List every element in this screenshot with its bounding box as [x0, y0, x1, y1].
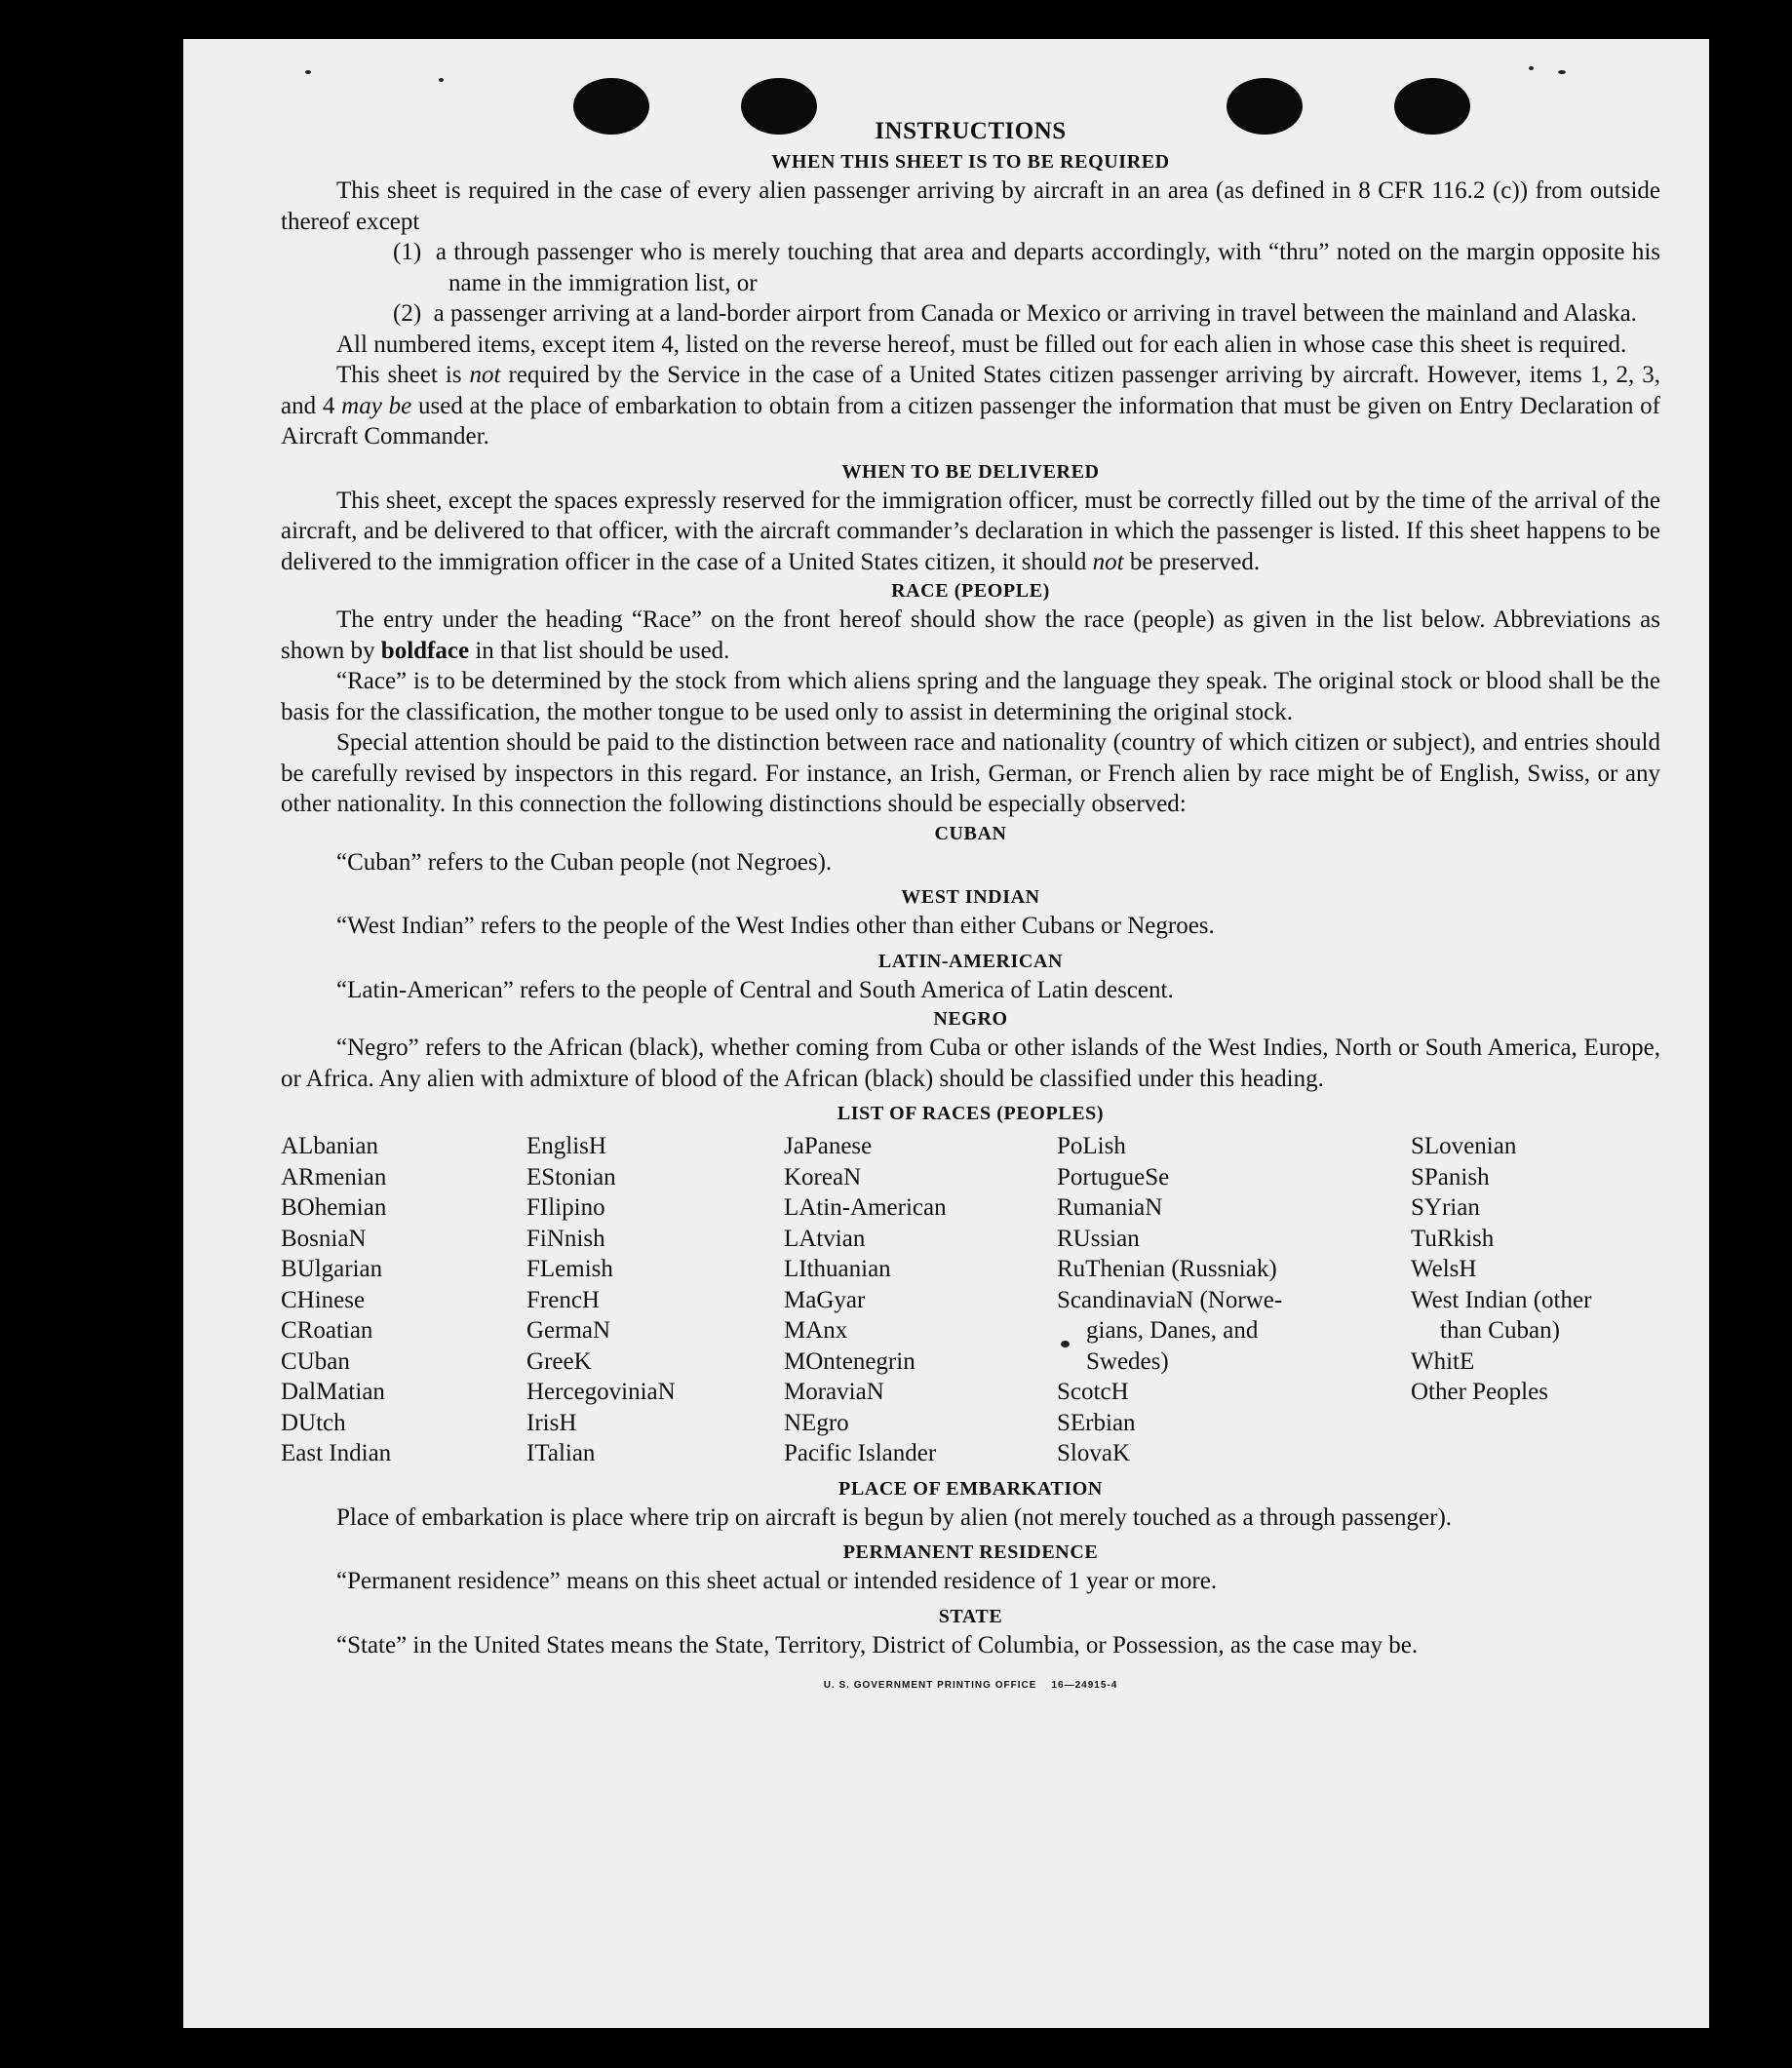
- west-indian-definition: “West Indian” refers to the people of the West Indies other than either Cubans or Negroes.: [336, 913, 1215, 939]
- item-number: (1): [393, 239, 422, 265]
- text-run: used at the place of embarkation to obtain from a citizen passenger the information that must be given on Entry Declaration of Aircraft Commander.: [281, 392, 1660, 449]
- emphasis-text: may be: [341, 392, 412, 419]
- text-run: The entry under the heading “Race” on the front hereof should show the race (people) as given in the list below. Abbreviations as shown by: [281, 606, 1660, 664]
- race-entry: WelsH: [1411, 1256, 1477, 1282]
- race-entry-continuation: gians, Danes, and: [1086, 1317, 1259, 1344]
- race-entry: BOhemian: [281, 1194, 387, 1221]
- ink-speck: [1558, 70, 1566, 74]
- race-entry: SlovaK: [1057, 1440, 1130, 1466]
- ink-speck: [439, 78, 444, 82]
- race-entry: BosniaN: [281, 1225, 367, 1252]
- race-entry: MaGyar: [784, 1286, 866, 1313]
- races-column-5: [1411, 1131, 1660, 1469]
- section-heading-embarkation: PLACE OF EMBARKATION: [838, 1477, 1103, 1500]
- section-heading-latin-american: LATIN-AMERICAN: [877, 950, 1064, 972]
- race-paragraph-2: “Race” is to be determined by the stock from which aliens spring and the language they speak. The original stock or blood shall be the basis for the classification, the mother tongue to be used only to assist in determining the original stock.: [281, 668, 1660, 725]
- item-number: (2): [393, 300, 422, 327]
- required-paragraph-2: All numbered items, except item 4, listed on the reverse hereof, must be filled out for each alien in whose case this sheet is required.: [336, 331, 1627, 358]
- residence-definition: “Permanent residence” means on this sheet actual or intended residence of 1 year or more.: [336, 1568, 1218, 1594]
- race-entry: RUssian: [1057, 1225, 1140, 1252]
- race-entry: West Indian (other: [1411, 1286, 1592, 1313]
- race-entry: Other Peoples: [1411, 1379, 1548, 1405]
- section-heading-delivered: WHEN TO BE DELIVERED: [841, 460, 1100, 483]
- emphasis-text: not: [469, 362, 501, 388]
- race-entry: PortugueSe: [1057, 1163, 1170, 1190]
- race-entry: GreeK: [526, 1347, 592, 1375]
- text-run: This sheet, except the spaces expressly reserved for the immigration officer, must be correctly filled out by the time of the arrival of the aircraft, and be delivered to that officer, with the aircraft commander’s declaration in which the passenger is listed. If this sheet happens to be delivered to the immigration officer in the case of a United States citizen, it should: [281, 487, 1660, 575]
- race-entry: SLovenian: [1411, 1133, 1517, 1159]
- race-entry: LAtvian: [784, 1225, 866, 1252]
- race-entry: LIthuanian: [784, 1256, 891, 1282]
- race-entry: BUlgarian: [281, 1256, 383, 1282]
- item-text: a through passenger who is merely touching that area and departs accordingly, with “thru” noted on the margin opposite his name in the immigration list, or: [435, 239, 1660, 296]
- race-entry: MOntenegrin: [784, 1347, 915, 1375]
- race-entry: ITalian: [526, 1440, 596, 1466]
- race-entry: FiNnish: [526, 1225, 605, 1252]
- race-entry: ARmenian: [281, 1163, 387, 1190]
- section-heading-list-of-races: LIST OF RACES (PEOPLES): [837, 1103, 1105, 1124]
- races-list: [281, 1131, 1660, 1469]
- race-entry: RuThenian (Russniak): [1057, 1256, 1277, 1282]
- races-column-1: [281, 1131, 526, 1469]
- ink-speck: [305, 70, 311, 74]
- race-entry: FrencH: [526, 1286, 600, 1313]
- race-entry: EStonian: [526, 1163, 616, 1190]
- section-heading-permanent-residence: PERMANENT RESIDENCE: [842, 1541, 1099, 1563]
- text-run: This sheet is: [336, 362, 470, 388]
- printer-imprint: U. S. GOVERNMENT PRINTING OFFICE 16—24915-4: [823, 1680, 1118, 1691]
- race-entry: MoraviaN: [784, 1379, 884, 1405]
- race-entry-continuation: than Cuban): [1440, 1317, 1560, 1344]
- race-entry: PoLish: [1057, 1133, 1126, 1159]
- section-heading-race: RACE (PEOPLE): [891, 580, 1050, 602]
- race-entry: FIlipino: [526, 1194, 605, 1221]
- race-entry: RumaniaN: [1057, 1194, 1163, 1221]
- section-heading-cuban: CUBAN: [934, 822, 1007, 844]
- exception-item-2: [281, 298, 1660, 330]
- race-entry: ScotcH: [1057, 1379, 1129, 1405]
- item-text: a passenger arriving at a land-border airport from Canada or Mexico or arriving in travel between the mainland and Alaska.: [433, 300, 1637, 327]
- text-run: be preserved.: [1123, 548, 1261, 575]
- race-entry: SErbian: [1057, 1409, 1136, 1436]
- race-paragraph-3: Special attention should be paid to the distinction between race and nationality (country of which citizen or subject), and entries should be carefully revised by inspectors in this regard. For instance, an Irish, German, or French alien by race might be of English, Swiss, or any other nationality. In this connection the following distinctions should be especially observed:: [281, 729, 1660, 817]
- embarkation-definition: Place of embarkation is place where trip on aircraft is begun by alien (not merely touched as a through passenger).: [336, 1503, 1453, 1531]
- race-entry: ALbanian: [281, 1133, 378, 1159]
- emphasis-text: not: [1092, 548, 1124, 575]
- instructions-content: [281, 115, 1660, 1691]
- page-title: INSTRUCTIONS: [875, 118, 1067, 144]
- race-entry: ScandinaviaN (Norwe-: [1057, 1286, 1283, 1313]
- race-entry: HercegoviniaN: [526, 1379, 676, 1405]
- race-entry-continuation: Swedes): [1086, 1347, 1169, 1375]
- negro-definition: “Negro” refers to the African (black), whether coming from Cuba or other islands of the West Indies, North or South America, Europe, or Africa. Any alien with admixture of blood of the African (black) should be classified under this heading.: [281, 1034, 1660, 1092]
- race-entry: EnglisH: [526, 1133, 606, 1159]
- bold-text: boldface: [380, 637, 470, 664]
- race-entry: IrisH: [526, 1409, 577, 1436]
- race-entry: East Indian: [281, 1440, 392, 1466]
- required-paragraph-3: [281, 360, 1660, 452]
- race-entry: KoreaN: [784, 1163, 862, 1190]
- section-heading-state: STATE: [938, 1605, 1003, 1627]
- required-paragraph-1: This sheet is required in the case of every alien passenger arriving by aircraft in an area (as defined in 8 CFR 116.2 (c)) from outside thereof except: [281, 177, 1660, 235]
- race-entry: NEgro: [784, 1409, 849, 1436]
- delivered-paragraph: [281, 486, 1660, 578]
- state-definition: “State” in the United States means the State, Territory, District of Columbia, or Possession, as the case may be.: [336, 1631, 1419, 1658]
- text-run: in that list should be used.: [469, 637, 730, 664]
- race-entry: TuRkish: [1411, 1225, 1495, 1252]
- race-entry: SPanish: [1411, 1163, 1490, 1190]
- section-heading-negro: NEGRO: [933, 1008, 1008, 1030]
- race-entry: DalMatian: [281, 1379, 385, 1405]
- document-sheet: [183, 39, 1709, 2028]
- section-heading-west-indian: WEST INDIAN: [901, 886, 1040, 908]
- race-entry: MAnx: [784, 1317, 848, 1344]
- text-run: required by the Service in the case of a United States citizen passenger arriving by aircraft. However, items 1, 2, 3, and 4: [281, 362, 1660, 419]
- section-heading-required: WHEN THIS SHEET IS TO BE REQUIRED: [771, 151, 1170, 173]
- exception-item-1: [281, 237, 1660, 298]
- race-entry: JaPanese: [784, 1133, 873, 1159]
- race-entry: LAtin-American: [784, 1194, 947, 1221]
- race-entry: CHinese: [281, 1286, 366, 1313]
- races-column-3: [784, 1131, 1057, 1469]
- race-entry: Pacific Islander: [784, 1440, 937, 1466]
- race-entry: CRoatian: [281, 1317, 373, 1344]
- races-column-4: [1057, 1131, 1411, 1469]
- cuban-definition: “Cuban” refers to the Cuban people (not Negroes).: [336, 848, 833, 876]
- race-entry: SYrian: [1411, 1194, 1480, 1221]
- ink-speck: [1529, 66, 1534, 70]
- race-entry: GermaN: [526, 1317, 611, 1344]
- race-entry: DUtch: [281, 1409, 346, 1436]
- latin-american-definition: “Latin-American” refers to the people of Central and South America of Latin descent.: [336, 976, 1174, 1003]
- race-entry: FLemish: [526, 1256, 613, 1282]
- race-entry: WhitE: [1411, 1347, 1475, 1375]
- races-column-2: [526, 1131, 784, 1469]
- race-entry: CUban: [281, 1347, 350, 1375]
- race-paragraph-1: [281, 605, 1660, 666]
